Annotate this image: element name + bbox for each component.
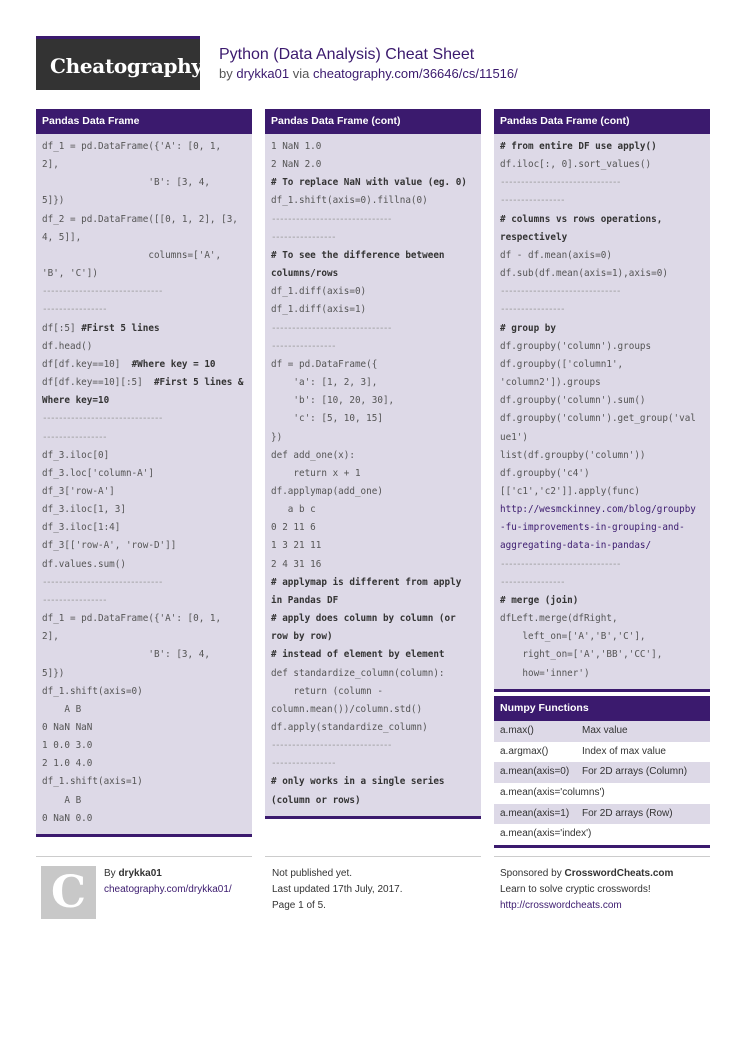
code-line: df_1 = pd.DataFrame({'A': [0, 1, <box>42 613 222 625</box>
code-comment: # only works in a single series <box>271 776 445 788</box>
numpy-table <box>494 721 710 848</box>
sponsor-tagline: Learn to solve cryptic crosswords! <box>500 884 651 895</box>
separator: ---------------- <box>500 576 564 588</box>
code-comment: # merge (join) <box>500 594 579 606</box>
code-line: df.sub(df.mean(axis=1),axis=0) <box>500 268 668 280</box>
sheet-url-link[interactable]: cheatography.com/36646/cs/11516/ <box>312 66 518 81</box>
function-description: For 2D arrays (Row) <box>582 807 673 819</box>
code-line: 5]}) <box>42 667 65 679</box>
footer-divider <box>494 856 710 857</box>
code-line: 2], <box>42 631 59 643</box>
code-line: A B <box>42 703 82 715</box>
page-title: Python (Data Analysis) Cheat Sheet <box>219 46 475 63</box>
function-description <box>582 783 710 804</box>
code-line: 2 4 31 16 <box>271 558 322 570</box>
code-comment: row by row) <box>271 631 333 643</box>
table-row <box>494 721 710 742</box>
author-avatar: C <box>41 866 96 919</box>
code-comment: # from entire DF use apply() <box>500 141 657 152</box>
code-line: df_3['row-A'] <box>42 485 115 497</box>
code-line <box>42 320 246 338</box>
code-block <box>494 134 710 692</box>
separator: ------------------------------ <box>42 286 162 298</box>
code-text: df[:5] <box>42 322 82 334</box>
separator: ------------------------------ <box>42 576 162 588</box>
code-line: 'c': [5, 10, 15] <box>271 413 383 425</box>
code-line: columns=['A', <box>42 249 222 261</box>
box-title: Pandas Data Frame <box>36 109 252 134</box>
byline <box>219 66 518 81</box>
footer-author-link[interactable]: cheatography.com/drykka01/ <box>104 884 232 895</box>
separator: ------------------------------ <box>271 740 391 752</box>
code-line: list(df.groupby('column')) <box>500 449 646 461</box>
reference-link[interactable]: -fu-improvements-in-grouping-and- <box>500 522 685 534</box>
code-comment: in Pandas DF <box>271 594 339 606</box>
function-description: Index of max value <box>582 745 666 757</box>
table-row <box>494 762 710 783</box>
code-line: ue1') <box>500 431 528 443</box>
code-line: 0 NaN 0.0 <box>42 812 93 824</box>
separator: ---------------- <box>500 195 564 207</box>
code-comment: # columns vs rows operations, <box>500 213 663 225</box>
code-line: df_3.iloc[1:4] <box>42 522 121 534</box>
function-description <box>582 824 710 845</box>
code-line: df.groupby('column').get_group('val <box>500 413 696 425</box>
code-line: 1 NaN 1.0 <box>271 141 322 152</box>
cheatography-logo[interactable] <box>36 36 203 90</box>
numpy-functions-box <box>494 696 710 848</box>
code-line: df_3.loc['column-A'] <box>42 467 154 479</box>
code-line: df_1 = pd.DataFrame({'A': [0, 1, <box>42 141 222 152</box>
logo-text: Cheatography <box>50 54 203 78</box>
code-comment: #Where key = 10 <box>131 358 216 370</box>
separator: ---------------- <box>500 304 564 316</box>
code-comment: #First 5 lines <box>81 322 160 334</box>
reference-link[interactable]: http://wesmckinney.com/blog/groupby <box>500 504 696 516</box>
sponsor-link[interactable]: http://crosswordcheats.com <box>500 900 622 911</box>
code-line: 1 0.0 3.0 <box>42 740 93 752</box>
sponsor-prefix: Sponsored by <box>500 868 562 879</box>
code-comment: #First 5 lines & <box>153 377 244 389</box>
code-line: df.apply(standardize_column) <box>271 722 428 733</box>
box-title: Pandas Data Frame (cont) <box>265 109 481 134</box>
table-row <box>494 824 710 845</box>
code-line: df_3.iloc[0] <box>42 449 110 461</box>
code-line: 2 NaN 2.0 <box>271 159 322 171</box>
code-line: 'column2']).groups <box>500 377 601 389</box>
code-line: df_2 = pd.DataFrame([[0, 1, 2], [3, <box>42 213 238 225</box>
code-line <box>42 356 246 374</box>
function-name: a.argmax() <box>500 745 549 757</box>
code-text: df[df.key==10][:5] <box>42 377 154 389</box>
code-line: df_3.iloc[1, 3] <box>42 504 126 516</box>
code-line: a b c <box>271 504 316 516</box>
function-name: a.max() <box>500 725 534 736</box>
code-line: def add_one(x): <box>271 449 355 461</box>
code-line: df = pd.DataFrame({ <box>271 358 378 370</box>
code-comment: # instead of element by element <box>271 649 445 661</box>
code-line: df.groupby('c4') <box>500 467 590 479</box>
byline-via: via <box>292 66 310 81</box>
code-block <box>36 134 252 837</box>
code-text: df[df.key==10] <box>42 358 132 370</box>
footer-by: By <box>104 868 116 879</box>
code-comment: columns/rows <box>271 268 339 280</box>
code-line: df_1.diff(axis=0) <box>271 286 367 298</box>
table-row <box>494 783 710 804</box>
code-line <box>42 374 246 392</box>
code-line: [['c1','c2']].apply(func) <box>500 485 640 497</box>
code-line: return (column - <box>271 685 383 697</box>
sponsor-name: CrosswordCheats.com <box>564 868 674 879</box>
separator: ---------------- <box>42 304 106 316</box>
code-comment: (column or rows) <box>271 794 361 806</box>
code-line: 'B': [3, 4, <box>42 649 210 661</box>
box-title: Pandas Data Frame (cont) <box>494 109 710 134</box>
code-line: 4, 5]], <box>42 231 82 243</box>
separator: ------------------------------ <box>500 558 620 570</box>
function-name: a.mean(axis=1) <box>500 807 570 819</box>
separator: ------------------------------ <box>500 177 620 189</box>
code-line: 'B': [3, 4, <box>42 177 210 189</box>
code-comment: # apply does column by column (or <box>271 613 456 625</box>
code-comment: # To see the difference between <box>271 249 445 261</box>
code-line: column.mean())/column.std() <box>271 703 423 715</box>
footer-sponsor <box>500 866 673 914</box>
code-line: 2], <box>42 159 59 171</box>
code-line: df.applymap(add_one) <box>271 485 383 497</box>
box-title: Numpy Functions <box>494 696 710 721</box>
separator: ---------------- <box>271 340 335 352</box>
function-name: a.mean(axis='index') <box>500 828 592 840</box>
code-line: df - df.mean(axis=0) <box>500 249 612 261</box>
code-line: 1 3 21 11 <box>271 540 322 552</box>
code-line: df.values.sum() <box>42 558 126 570</box>
pandas-data-frame-box <box>36 109 252 837</box>
publish-status: Not published yet. <box>272 868 353 879</box>
code-line: 0 2 11 6 <box>271 522 316 534</box>
reference-link[interactable]: aggregating-data-in-pandas/ <box>500 540 652 552</box>
code-line: df.head() <box>42 340 93 352</box>
code-line: 'b': [10, 20, 30], <box>271 395 395 407</box>
code-line: df_3[['row-A', 'row-D']] <box>42 540 177 552</box>
code-block <box>265 134 481 819</box>
pandas-data-frame-cont-box-2 <box>494 109 710 692</box>
code-line: df.iloc[:, 0].sort_values() <box>500 159 652 171</box>
code-line: df.groupby('column').sum() <box>500 395 646 407</box>
table-row <box>494 804 710 825</box>
code-comment: respectively <box>500 231 568 243</box>
separator: ---------------- <box>271 758 335 770</box>
separator: ------------------------------ <box>42 413 162 425</box>
separator: ------------------------------ <box>500 286 620 298</box>
code-comment: # To replace NaN with value (eg. 0) <box>271 177 467 189</box>
code-line: df.groupby(['column1', <box>500 358 624 370</box>
code-line: how='inner') <box>500 667 590 679</box>
code-line: df.groupby('column').groups <box>500 340 652 352</box>
page-number: Page 1 of 5. <box>272 900 326 911</box>
code-line: return x + 1 <box>271 467 361 479</box>
footer-author <box>104 866 232 898</box>
code-comment: Where key=10 <box>42 395 110 407</box>
footer-author-name: drykka01 <box>118 868 162 879</box>
byline-by: by <box>219 66 233 81</box>
code-line: 'B', 'C']) <box>42 268 98 280</box>
separator: ---------------- <box>42 594 106 606</box>
code-line: df_1.shift(axis=0).fillna(0) <box>271 195 428 207</box>
code-line: 5]}) <box>42 195 65 207</box>
code-line: df_1.shift(axis=1) <box>42 776 143 788</box>
code-line: A B <box>42 794 82 806</box>
footer-divider <box>265 856 481 857</box>
code-line: 0 NaN NaN <box>42 722 93 733</box>
code-line: def standardize_column(column): <box>271 667 445 679</box>
code-line: 'a': [1, 2, 3], <box>271 377 378 389</box>
code-line: left_on=['A','B','C'], <box>500 631 646 643</box>
function-name: a.mean(axis=0) <box>500 766 570 778</box>
code-line: }) <box>271 431 283 443</box>
code-line: dfLeft.merge(dfRight, <box>500 613 618 625</box>
function-name: a.mean(axis='columns') <box>500 787 605 799</box>
code-line: 2 1.0 4.0 <box>42 758 93 770</box>
last-updated: Last updated 17th July, 2017. <box>272 884 403 895</box>
author-link[interactable]: drykka01 <box>236 66 290 81</box>
footer-status <box>272 866 402 914</box>
pandas-data-frame-cont-box <box>265 109 481 819</box>
separator: ---------------- <box>42 431 106 443</box>
code-line: df_1.diff(axis=1) <box>271 304 367 316</box>
code-comment: # group by <box>500 322 556 334</box>
code-line: df_1.shift(axis=0) <box>42 685 143 697</box>
separator: ------------------------------ <box>271 213 391 225</box>
table-row <box>494 742 710 763</box>
separator: ---------------- <box>271 231 335 243</box>
code-line: right_on=['A','BB','CC'], <box>500 649 663 661</box>
footer-divider <box>36 856 252 857</box>
separator: ------------------------------ <box>271 322 391 334</box>
function-description: For 2D arrays (Column) <box>582 766 688 778</box>
code-comment: # applymap is different from apply <box>271 576 462 588</box>
function-description: Max value <box>582 725 628 736</box>
